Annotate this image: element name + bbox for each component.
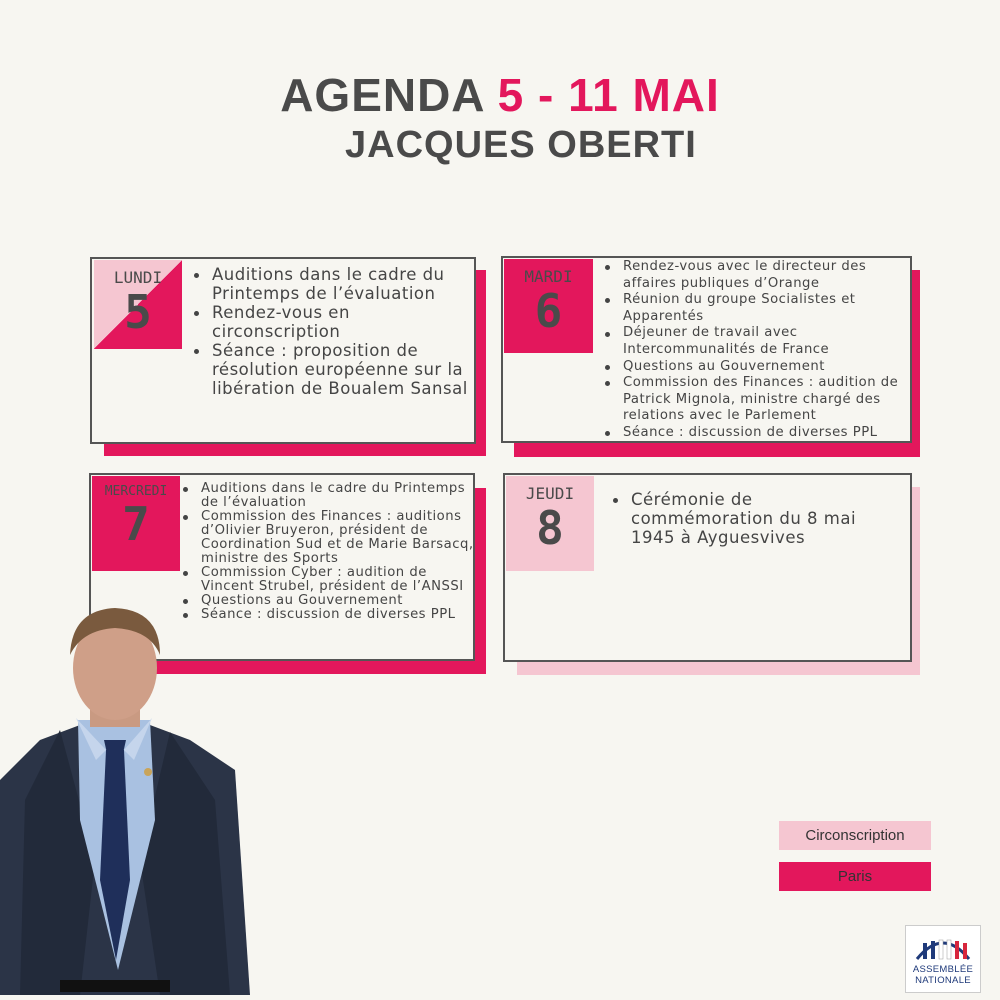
list-item: Réunion du groupe Socialistes et Apparentés <box>603 292 908 325</box>
list-item: Cérémonie de commémoration du 8 mai 1945 à Ayguesvives <box>611 490 891 547</box>
bullet-icon <box>605 298 610 303</box>
title-main: AGENDA <box>280 69 484 121</box>
list-item: Questions au Gouvernement <box>603 359 908 376</box>
assemblee-nationale-logo <box>905 925 981 993</box>
portrait-photo <box>0 600 260 1000</box>
list-item: Commission des Finances : auditions d’Olivier Bruyeron, président de Coordination Sud et de Marie Barsacq, ministre des Sports <box>181 510 475 566</box>
list-item: Rendez-vous avec le directeur des affaires publiques d’Orange <box>603 259 908 292</box>
bullet-icon <box>605 431 610 436</box>
mardi-items <box>603 259 908 442</box>
legend-circonscription: Circonscription <box>779 821 931 850</box>
page-title <box>0 70 1000 120</box>
bullet-icon <box>194 349 199 354</box>
bullet-icon <box>194 311 199 316</box>
bullet-icon <box>194 273 199 278</box>
bullet-icon <box>183 487 188 492</box>
list-item: Commission Cyber : audition de Vincent Strubel, président de l’ANSSI <box>181 566 475 594</box>
bullet-icon <box>605 365 610 370</box>
list-item: Séance : proposition de résolution européenne sur la libération de Boualem Sansal <box>192 341 472 398</box>
bullet-icon <box>183 571 188 576</box>
list-item: Commission des Finances : audition de Patrick Mignola, ministre chargé des relations avec le Parlement <box>603 375 908 425</box>
lundi-day-number: 5 <box>124 285 152 339</box>
mardi-day-name: MARDI <box>524 267 573 286</box>
jeudi-day-name: JEUDI <box>525 484 575 503</box>
lundi-card <box>90 257 476 444</box>
hemicycle-icon <box>913 929 973 963</box>
list-item: Questions au Gouvernement <box>181 594 475 608</box>
jeudi-card <box>503 473 912 662</box>
lundi-day-name: LUNDI <box>113 268 163 287</box>
list-item: Séance : discussion de diverses PPL <box>603 425 908 442</box>
jeudi-day-box <box>506 476 594 571</box>
title-dates: 5 - 11 MAI <box>497 69 720 121</box>
mercredi-day-number: 7 <box>122 497 150 551</box>
list-item: Auditions dans le cadre du Printemps de l’évaluation <box>192 265 472 303</box>
page-subtitle: JACQUES OBERTI <box>345 124 697 166</box>
lundi-day-box <box>94 260 182 349</box>
logo-line-2: NATIONALE <box>915 975 971 986</box>
jeudi-day-number: 8 <box>536 501 564 555</box>
lundi-items <box>192 265 472 398</box>
list-item: Séance : discussion de diverses PPL <box>181 608 475 622</box>
list-item: Rendez-vous en circonscription <box>192 303 472 341</box>
list-item: Déjeuner de travail avec Intercommunalités de France <box>603 325 908 358</box>
bullet-icon <box>183 515 188 520</box>
mardi-day-box <box>504 259 593 353</box>
mercredi-day-box <box>92 476 180 571</box>
bullet-icon <box>605 381 610 386</box>
list-item: Auditions dans le cadre du Printemps de l’évaluation <box>181 482 475 510</box>
legend-paris: Paris <box>779 862 931 891</box>
bullet-icon <box>605 265 610 270</box>
logo-line-1: ASSEMBLÉE <box>912 964 974 975</box>
jeudi-items <box>611 490 891 547</box>
mardi-day-number: 6 <box>534 284 563 338</box>
bullet-icon <box>605 332 610 337</box>
mercredi-day-name: MERCREDI <box>104 484 168 499</box>
bullet-icon <box>613 498 618 503</box>
mardi-card <box>501 256 912 443</box>
